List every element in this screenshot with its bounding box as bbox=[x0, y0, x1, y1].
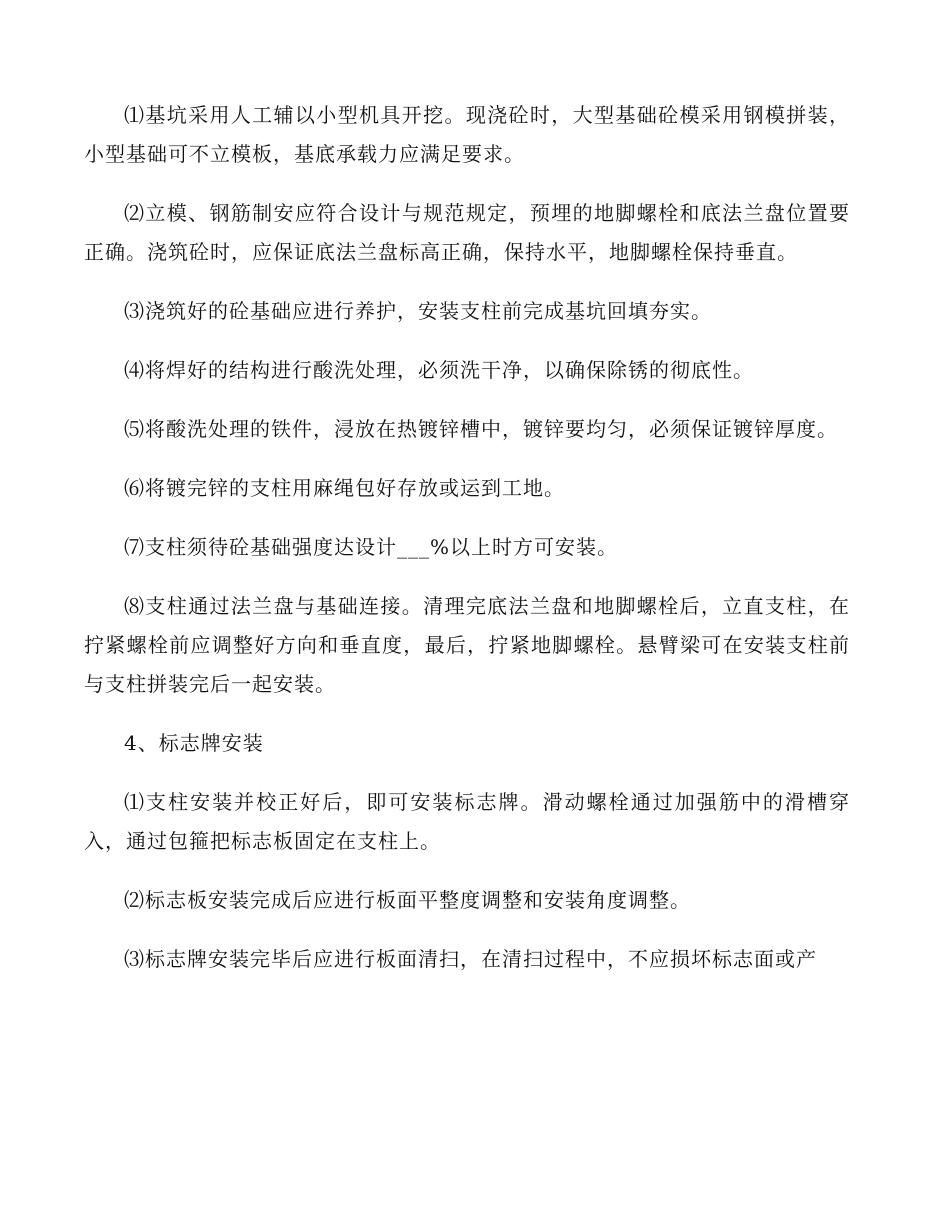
paragraph-10: ⑵标志板安装完成后应进行板面平整度调整和安装角度调整。 bbox=[124, 888, 691, 912]
paragraph-5: ⑸将酸洗处理的铁件，浸放在热镀锌槽中，镀锌要均匀，必须保证镀锌厚度。 bbox=[124, 417, 838, 441]
paragraph-7: ⑺支柱须待砼基础强度达设计___%以上时方可安装。 bbox=[124, 535, 619, 559]
section-heading: 4、标志牌安装 bbox=[124, 731, 264, 755]
paragraph-1: ⑴基坑采用人工辅以小型机具开挖。现浇砼时，大型基础砼模采用钢模拼装，小型基础可不立模板，基底承载力应满足要求。 bbox=[84, 103, 850, 166]
paragraph-9: ⑴支柱安装并校正好后，即可安装标志牌。滑动螺栓通过加强筋中的滑槽穿入，通过包箍把标志板固定在支柱上。 bbox=[84, 790, 850, 853]
paragraph-4: ⑷将焊好的结构进行酸洗处理，必须洗干净，以确保除锈的彻底性。 bbox=[124, 358, 754, 382]
paragraph-8: ⑻支柱通过法兰盘与基础连接。清理完底法兰盘和地脚螺栓后，立直支柱，在拧紧螺栓前应调整好方向和垂直度，最后，拧紧地脚螺栓。悬臂梁可在安装支柱前与支柱拼装完后一起安装。 bbox=[84, 594, 850, 696]
paragraph-3: ⑶浇筑好的砼基础应进行养护，安装支柱前完成基坑回填夯实。 bbox=[124, 299, 712, 323]
paragraph-6: ⑹将镀完锌的支柱用麻绳包好存放或运到工地。 bbox=[124, 476, 565, 500]
paragraph-2: ⑵立模、钢筋制安应符合设计与规范规定，预埋的地脚螺栓和底法兰盘位置要正确。浇筑砼时，应保证底法兰盘标高正确，保持水平，地脚螺栓保持垂直。 bbox=[84, 201, 850, 264]
paragraph-11: ⑶标志牌安装完毕后应进行板面清扫，在清扫过程中，不应损坏标志面或产 bbox=[124, 947, 817, 971]
